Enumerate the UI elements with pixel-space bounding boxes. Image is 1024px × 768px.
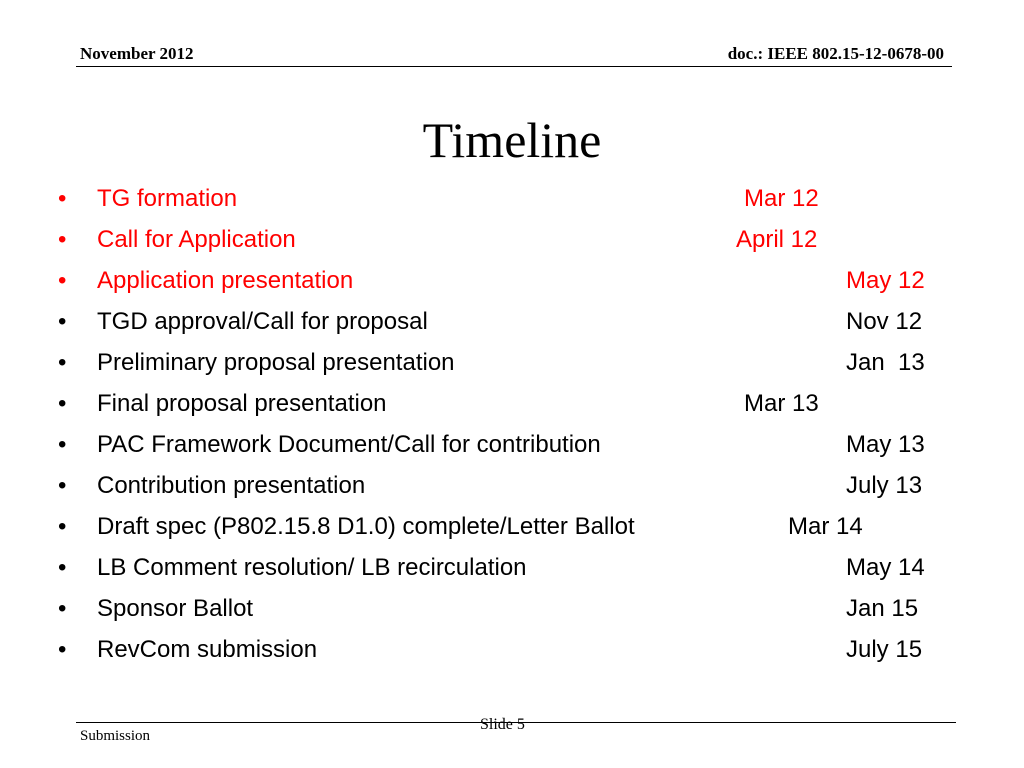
timeline-item-label: Draft spec (P802.15.8 D1.0) complete/Letter Ballot xyxy=(97,513,635,540)
timeline-item xyxy=(0,221,1024,262)
header-date: November 2012 xyxy=(80,44,194,63)
timeline-item-label: PAC Framework Document/Call for contribution xyxy=(97,431,601,458)
timeline-item-label: Application presentation xyxy=(97,267,354,294)
timeline-item-date: Jan 15 xyxy=(846,595,919,622)
timeline-item xyxy=(0,180,1024,221)
timeline-item xyxy=(0,549,1024,590)
bullet-icon: • xyxy=(58,185,67,212)
timeline-item-date: Jan 13 xyxy=(846,349,925,376)
bullet-icon: • xyxy=(58,390,67,417)
slide-number: Slide 5 xyxy=(480,716,525,733)
bullet-icon: • xyxy=(58,554,67,581)
timeline-item-label: Sponsor Ballot xyxy=(97,595,254,622)
timeline-item-label: Call for Application xyxy=(97,226,296,253)
timeline-item xyxy=(0,303,1024,344)
bullet-icon: • xyxy=(58,349,67,376)
bullet-icon: • xyxy=(58,308,67,335)
timeline-item-label: Preliminary proposal presentation xyxy=(97,349,455,376)
bullet-icon: • xyxy=(58,226,67,253)
bullet-icon: • xyxy=(58,431,67,458)
bullet-icon: • xyxy=(58,472,67,499)
timeline-item-label: Final proposal presentation xyxy=(97,390,387,417)
timeline-item-date: Mar 12 xyxy=(744,185,819,212)
timeline-item-label: TGD approval/Call for proposal xyxy=(97,308,428,335)
timeline-item xyxy=(0,426,1024,467)
timeline-item-label: TG formation xyxy=(97,185,238,212)
timeline-item-date: July 15 xyxy=(846,636,923,663)
timeline-item xyxy=(0,262,1024,303)
timeline-item-date: May 13 xyxy=(846,431,925,458)
timeline-item-label: LB Comment resolution/ LB recirculation xyxy=(97,554,527,581)
slide-title: Timeline xyxy=(422,112,602,168)
timeline-item-label: RevCom submission xyxy=(97,636,318,663)
timeline-item-date: April 12 xyxy=(736,226,818,253)
timeline-item-date: Nov 12 xyxy=(846,308,923,335)
header-doc-id: doc.: IEEE 802.15-12-0678-00 xyxy=(727,44,944,63)
timeline-item xyxy=(0,467,1024,508)
bullet-icon: • xyxy=(58,513,67,540)
header-divider xyxy=(76,66,952,67)
timeline-item xyxy=(0,344,1024,385)
timeline-list xyxy=(0,180,1024,672)
timeline-item xyxy=(0,385,1024,426)
timeline-item-date: Mar 13 xyxy=(744,390,819,417)
timeline-item xyxy=(0,590,1024,631)
timeline-item-date: May 14 xyxy=(846,554,925,581)
timeline-item xyxy=(0,631,1024,672)
timeline-item xyxy=(0,508,1024,549)
bullet-icon: • xyxy=(58,636,67,663)
timeline-item-date: July 13 xyxy=(846,472,923,499)
footer-submission: Submission xyxy=(80,728,151,744)
timeline-item-date: Mar 14 xyxy=(788,513,863,540)
timeline-item-label: Contribution presentation xyxy=(97,472,366,499)
timeline-item-date: May 12 xyxy=(846,267,925,294)
bullet-icon: • xyxy=(58,267,67,294)
bullet-icon: • xyxy=(58,595,67,622)
